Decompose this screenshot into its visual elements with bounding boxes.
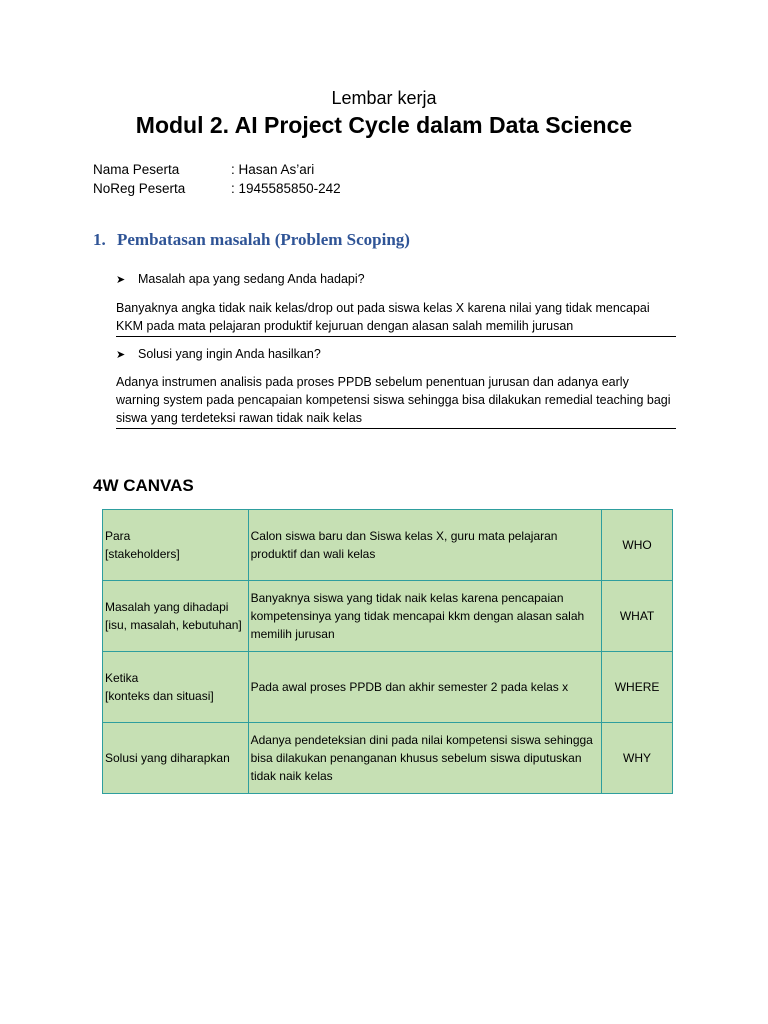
module-title: Modul 2. AI Project Cycle dalam Data Science — [135, 112, 633, 138]
question-2-text: Solusi yang ingin Anda hasilkan? — [138, 347, 321, 361]
arrow-bullet-icon: ➤ — [116, 274, 126, 286]
section-title: Pembatasan masalah (Problem Scoping) — [117, 230, 410, 249]
answer-2: Adanya instrumen analisis pada proses PPDB sebelum penentuan jurusan dan adanya early warning system pada pencapaian kompetensi siswa sehingga bisa dilakukan remedial teaching bagi siswa yang terdeteksi rawan tidak naik kelas — [116, 373, 676, 429]
row-tag: WHY — [602, 723, 673, 794]
table-row — [103, 581, 673, 652]
row-content: Banyaknya siswa yang tidak naik kelas karena pencapaian kompetensinya yang tidak mencapai kkm dengan alasan salah memilih jurusan — [248, 581, 601, 652]
participant-reg-value: : 1945585850-242 — [231, 181, 341, 196]
row-label: Masalah yang dihadapi [isu, masalah, kebutuhan] — [103, 581, 249, 652]
worksheet-subtitle: Lembar kerja — [331, 88, 437, 108]
row-content: Adanya pendeteksian dini pada nilai kompetensi siswa sehingga bisa dilakukan penanganan khusus sebelum siswa diputuskan tidak naik kelas — [248, 723, 601, 794]
canvas-heading: 4W CANVAS — [93, 476, 194, 495]
participant-name-row — [93, 162, 314, 177]
participant-reg-row — [93, 181, 341, 196]
participant-reg-label: NoReg Peserta — [93, 181, 186, 196]
four-w-canvas-table — [102, 509, 673, 794]
question-1-text: Masalah apa yang sedang Anda hadapi? — [138, 272, 365, 286]
participant-name-value: : Hasan As’ari — [231, 162, 315, 177]
row-tag: WHAT — [602, 581, 673, 652]
row-label: Para [stakeholders] — [103, 510, 249, 581]
participant-name-label: Nama Peserta — [93, 162, 180, 177]
section-heading — [93, 230, 410, 250]
row-content: Calon siswa baru dan Siswa kelas X, guru mata pelajaran produktif dan wali kelas — [248, 510, 601, 581]
question-1 — [116, 272, 365, 286]
answer-1: Banyaknya angka tidak naik kelas/drop out pada siswa kelas X karena nilai yang tidak mencapai KKM pada mata pelajaran produktif kejuruan dengan alasan salah memilih jurusan — [116, 299, 676, 337]
table-row — [103, 652, 673, 723]
row-content: Pada awal proses PPDB dan akhir semester 2 pada kelas x — [248, 652, 601, 723]
row-tag: WHO — [602, 510, 673, 581]
arrow-bullet-icon: ➤ — [116, 349, 126, 361]
table-row — [103, 510, 673, 581]
table-row — [103, 723, 673, 794]
row-tag: WHERE — [602, 652, 673, 723]
question-2 — [116, 347, 321, 361]
row-label: Ketika [konteks dan situasi] — [103, 652, 249, 723]
section-number: 1. — [93, 230, 106, 249]
row-label: Solusi yang diharapkan — [103, 723, 249, 794]
